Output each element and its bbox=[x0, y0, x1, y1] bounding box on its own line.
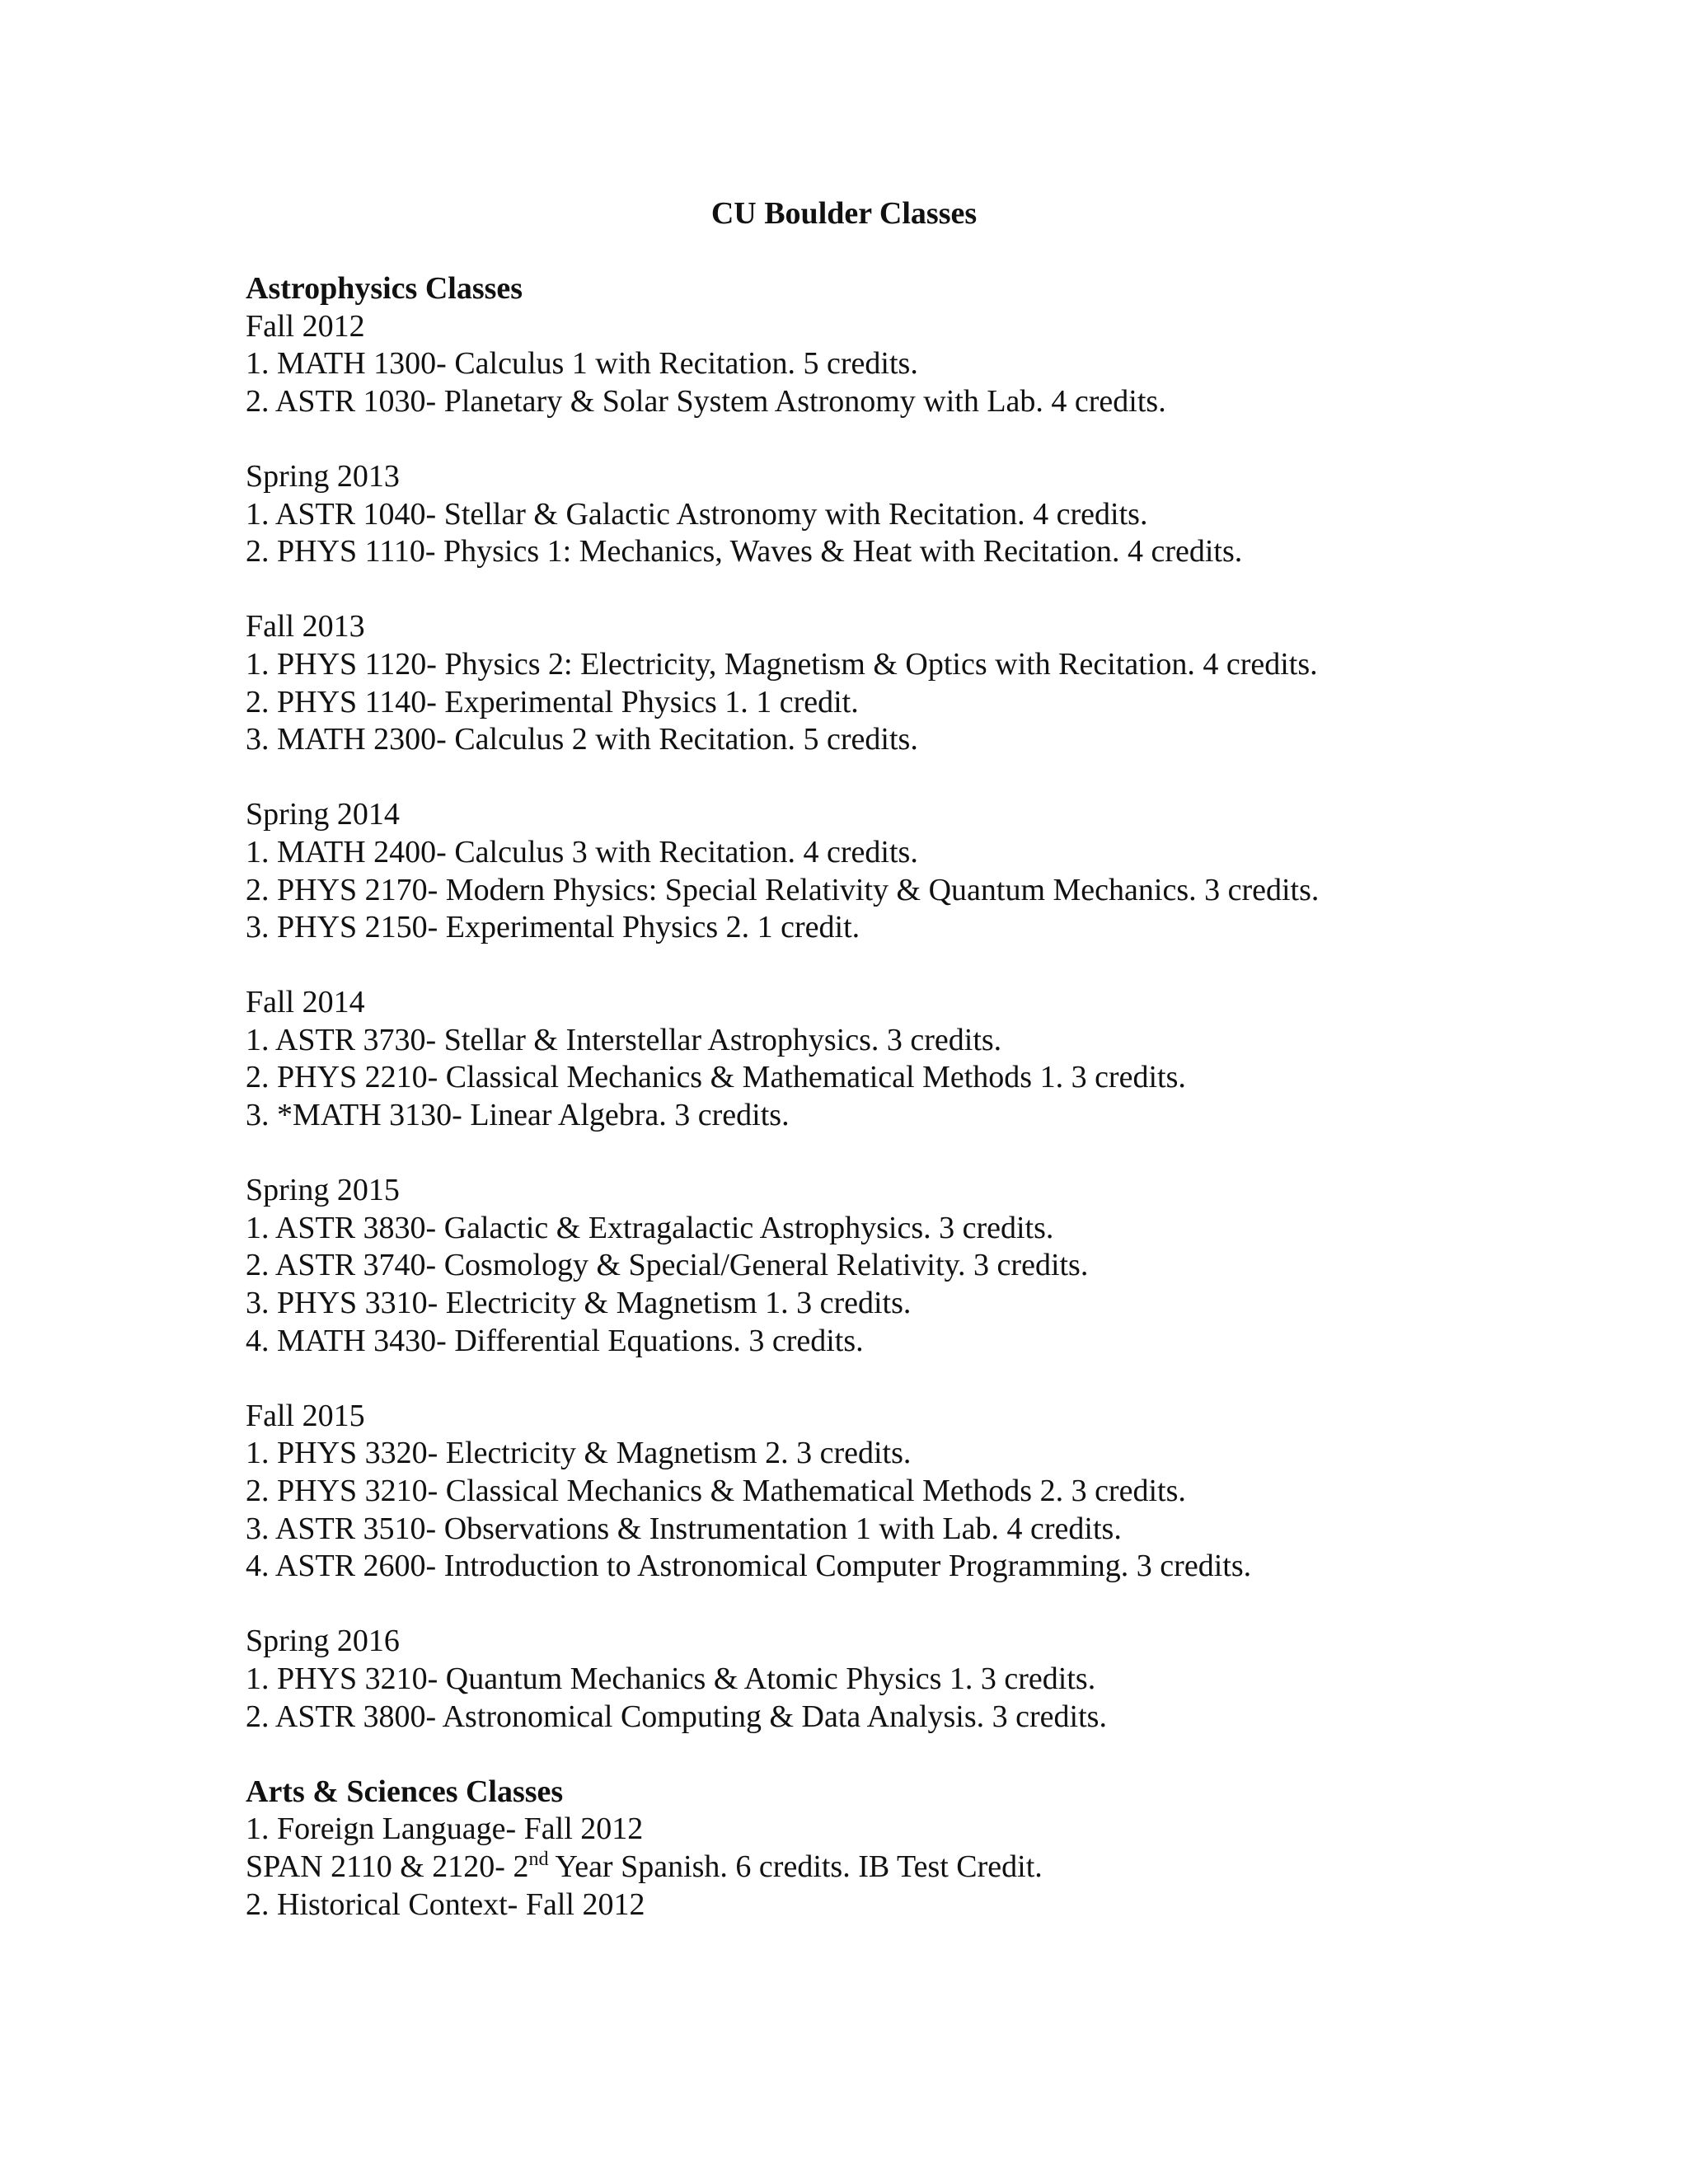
course-item: 1. ASTR 3830- Galactic & Extragalactic Astrophysics. 3 credits. bbox=[246, 1210, 1054, 1245]
semester-block bbox=[246, 1623, 1663, 1773]
arts-spanish-credit-line bbox=[246, 1849, 1663, 1886]
semester-block bbox=[246, 984, 1663, 1172]
course-item: 2. PHYS 1140- Experimental Physics 1. 1 credit. bbox=[246, 684, 859, 719]
spanish-suffix: Year Spanish. 6 credits. IB Test Credit. bbox=[548, 1849, 1043, 1884]
semester-term: Spring 2016 bbox=[246, 1624, 400, 1659]
semester-block bbox=[246, 1398, 1663, 1624]
ordinal-superscript: nd bbox=[528, 1848, 549, 1870]
course-item: 3. ASTR 3510- Observations & Instrumentation 1 with Lab. 4 credits. bbox=[246, 1511, 1122, 1546]
course-item: 3. PHYS 2150- Experimental Physics 2. 1 credit. bbox=[246, 910, 860, 945]
course-item: 1. MATH 2400- Calculus 3 with Recitation. 4 credits. bbox=[246, 834, 918, 869]
section-heading-astrophysics: Astrophysics Classes bbox=[246, 271, 523, 306]
course-item: 3. *MATH 3130- Linear Algebra. 3 credits. bbox=[246, 1098, 790, 1133]
course-item: 1. ASTR 3730- Stellar & Interstellar Astrophysics. 3 credits. bbox=[246, 1022, 1002, 1057]
semester-list bbox=[246, 308, 1663, 1774]
semester-term: Fall 2015 bbox=[246, 1398, 365, 1433]
semester-block bbox=[246, 308, 1663, 458]
semester-block bbox=[246, 608, 1663, 796]
course-item: 1. ASTR 1040- Stellar & Galactic Astronomy with Recitation. 4 credits. bbox=[246, 496, 1148, 532]
course-item: 4. MATH 3430- Differential Equations. 3 credits. bbox=[246, 1323, 864, 1358]
semester-block bbox=[246, 1172, 1663, 1398]
course-item: 2. ASTR 3800- Astronomical Computing & Data Analysis. 3 credits. bbox=[246, 1699, 1107, 1734]
course-item: 2. PHYS 1110- Physics 1: Mechanics, Waves & Heat with Recitation. 4 credits. bbox=[246, 534, 1243, 569]
course-item: 1. PHYS 1120- Physics 2: Electricity, Magnetism & Optics with Recitation. 4 credits. bbox=[246, 646, 1318, 682]
course-item: 1. PHYS 3210- Quantum Mechanics & Atomic Physics 1. 3 credits. bbox=[246, 1661, 1096, 1696]
semester-term: Fall 2012 bbox=[246, 308, 365, 344]
document-body bbox=[246, 270, 1663, 1924]
course-item: 1. PHYS 3320- Electricity & Magnetism 2. 3 credits. bbox=[246, 1436, 912, 1471]
course-item: 2. PHYS 2170- Modern Physics: Special Relativity & Quantum Mechanics. 3 credits. bbox=[246, 872, 1320, 907]
semester-block bbox=[246, 458, 1663, 608]
course-item: 2. ASTR 1030- Planetary & Solar System Astronomy with Lab. 4 credits. bbox=[246, 383, 1166, 419]
semester-term: Fall 2013 bbox=[246, 609, 365, 644]
paragraph-spacer bbox=[246, 947, 1663, 985]
paragraph-spacer bbox=[246, 571, 1663, 609]
semester-term: Spring 2015 bbox=[246, 1173, 400, 1208]
course-item: 3. PHYS 3310- Electricity & Magnetism 1. 3 credits. bbox=[246, 1286, 912, 1321]
course-item: 2. ASTR 3740- Cosmology & Special/General Relativity. 3 credits. bbox=[246, 1248, 1089, 1283]
semester-term: Spring 2013 bbox=[246, 458, 400, 494]
paragraph-spacer bbox=[246, 1736, 1663, 1774]
paragraph-spacer bbox=[246, 420, 1663, 458]
course-item: 2. PHYS 2210- Classical Mechanics & Mathematical Methods 1. 3 credits. bbox=[246, 1060, 1186, 1095]
paragraph-spacer bbox=[246, 759, 1663, 797]
arts-item-historical-context: 2. Historical Context- Fall 2012 bbox=[246, 1886, 645, 1922]
arts-item-foreign-language: 1. Foreign Language- Fall 2012 bbox=[246, 1811, 644, 1847]
course-item: 3. MATH 2300- Calculus 2 with Recitation. 5 credits. bbox=[246, 722, 918, 757]
course-item: 4. ASTR 2600- Introduction to Astronomical Computer Programming. 3 credits. bbox=[246, 1549, 1252, 1584]
paragraph-spacer bbox=[246, 1135, 1663, 1173]
semester-block bbox=[246, 796, 1663, 984]
document-title: CU Boulder Classes bbox=[710, 196, 978, 231]
spanish-prefix: SPAN 2110 & 2120- 2 bbox=[246, 1849, 529, 1884]
course-item: 2. PHYS 3210- Classical Mechanics & Mathematical Methods 2. 3 credits. bbox=[246, 1474, 1186, 1508]
paragraph-spacer bbox=[246, 1360, 1663, 1398]
semester-term: Spring 2014 bbox=[246, 797, 400, 832]
section-heading-arts-sciences: Arts & Sciences Classes bbox=[246, 1774, 564, 1809]
course-item: 1. MATH 1300- Calculus 1 with Recitation. 5 credits. bbox=[246, 346, 918, 382]
semester-term: Fall 2014 bbox=[246, 985, 365, 1020]
paragraph-spacer bbox=[246, 1586, 1663, 1624]
